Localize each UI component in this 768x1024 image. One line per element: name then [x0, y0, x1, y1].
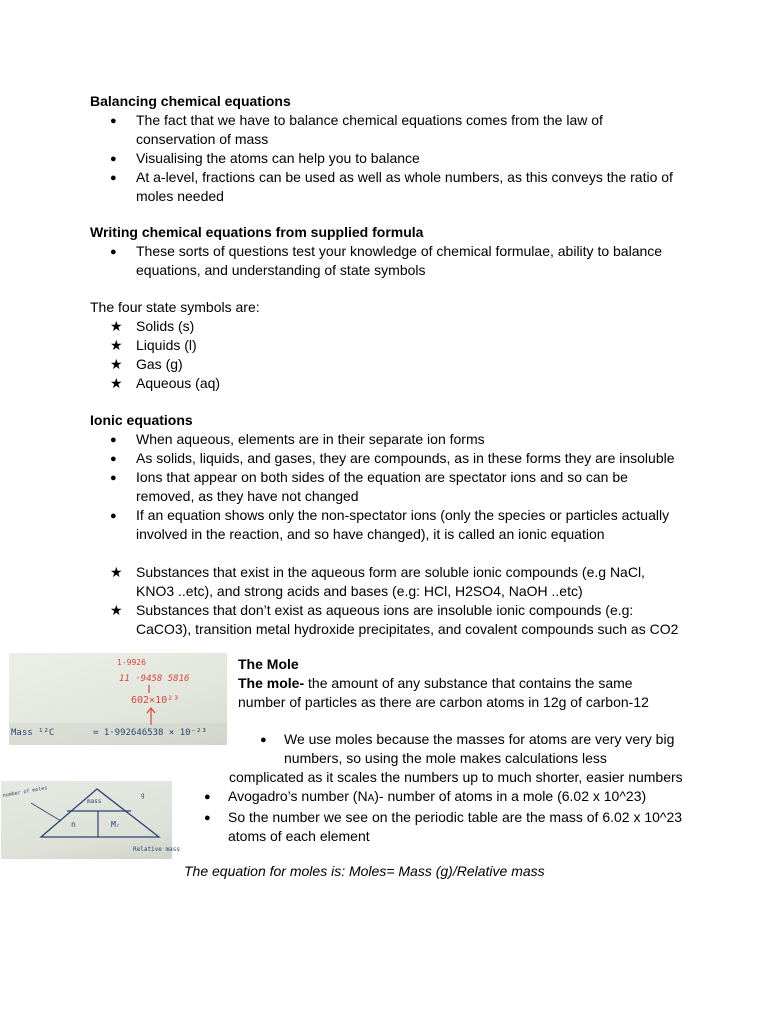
heading-balancing: Balancing chemical equations [90, 93, 291, 109]
list-item: ● If an equation shows only the non-spectator ions (only the species or particles actually involved in the reaction, and so have changed), it is called an ionic equation [110, 507, 670, 542]
bullet-list-balancing [90, 111, 690, 206]
triangle-label-mass: mass [87, 798, 102, 805]
list-item: ● So the number we see on the periodic table are the mass of 6.02 x 10^23 atoms of each element [204, 809, 683, 844]
list-item: ● These sorts of questions test your knowledge of chemical formulae, ability to balance equations, and understanding of state symbols [110, 243, 663, 278]
bullet-list-writing [90, 242, 690, 280]
bullet-icon: ● [110, 153, 117, 165]
list-item: ● Visualising the atoms can help you to balance [90, 149, 690, 168]
bullet-icon: ● [110, 453, 117, 465]
blue-mass-value: = 1·992646538 × 10⁻²³ [93, 728, 207, 738]
triangle-label-mr: Mᵣ [111, 820, 121, 829]
list-item: ● Ions that appear on both sides of the equation are spectator ions and so can be removed, as they have not changed [110, 469, 628, 504]
mole-bullet-list-2 [182, 787, 702, 846]
bullet-icon: ● [260, 734, 267, 746]
mole-bullet-1 [238, 730, 698, 768]
bullet-icon: ● [110, 472, 117, 484]
moles-equation: The equation for moles is: Moles= Mass (g)/Relative mass [184, 863, 545, 879]
star-icon: ★ [110, 318, 123, 334]
triangle-label-g: g [141, 792, 145, 799]
list-item: ★ Aqueous (aq) [110, 375, 221, 391]
list-item: ★ Solids (s) [110, 318, 195, 334]
list-item: ★ Substances that don’t exist as aqueous ions are insoluble ionic compounds (e.g: CaCO3), transition metal hydroxide precipitates, and covalent compounds such as CO2 [110, 602, 679, 637]
mole-heading-block [238, 655, 698, 712]
heading-ionic-equations: Ionic equations [90, 412, 193, 428]
heading-writing-equations: Writing chemical equations from supplied formula [90, 224, 424, 240]
red-note-mid: 11 ·9458 5816 [119, 674, 190, 684]
star-icon: ★ [110, 564, 123, 580]
list-item: ● The fact that we have to balance chemical equations comes from the law of conservation of mass [110, 112, 603, 147]
whiteboard-photo-avogadro [9, 653, 227, 745]
star-icon: ★ [110, 337, 123, 353]
list-item [182, 787, 702, 808]
list-item: ★ Liquids (l) [110, 337, 197, 353]
whiteboard-photo-drawing [1, 781, 180, 859]
bullet-list-ionic [90, 430, 690, 544]
triangle-label-n: n [71, 820, 76, 829]
triangle-label-moles: number of moles [2, 785, 48, 799]
avogadro-line: Avogadro’s number (NA)- number of atoms in a mole (6.02 x 10^23) [228, 788, 647, 804]
bullet-icon: ● [204, 791, 211, 803]
bullet-icon: ● [110, 115, 117, 127]
star-list-state-symbols [90, 317, 690, 393]
section-balancing [90, 92, 690, 206]
star-icon: ★ [110, 356, 123, 372]
list-item: ● When aqueous, elements are in their separate ion forms [90, 430, 690, 449]
blue-mass-label: Mass ¹²C [11, 728, 55, 738]
red-note-low: 602×10²³ [131, 695, 180, 706]
whiteboard-photo-triangle [1, 781, 180, 859]
mole-bullet-1-cont: complicated as it scales the numbers up to much shorter, easier numbers [229, 769, 683, 785]
bullet-icon: ● [110, 434, 117, 446]
mole-definition-cont: number of particles as there are carbon atoms in 12g of carbon-12 [238, 694, 649, 710]
bullet-icon: ● [110, 172, 117, 184]
star-icon: ★ [110, 375, 123, 391]
section-writing-equations [90, 223, 690, 280]
heading-the-mole: The Mole [238, 656, 299, 672]
triangle-label-relative: Relative mass [133, 846, 180, 853]
list-item: ★ Substances that exist in the aqueous form are soluble ionic compounds (e.g NaCl, KNO3 ..etc), and strong acids and bases (e.g: HCl, H2SO4, NaOH ..etc) [110, 564, 645, 599]
list-item: ● As solids, liquids, and gases, they are compounds, as in these forms they are insoluble [90, 449, 690, 468]
section-state-symbols [90, 298, 690, 393]
bullet-icon: ● [110, 510, 117, 522]
bullet-icon: ● [110, 246, 117, 258]
red-note-top: 1·9926 [117, 658, 146, 667]
state-symbols-intro: The four state symbols are: [90, 299, 260, 315]
star-list-ionic [90, 563, 690, 639]
section-ionic-equations [90, 411, 690, 639]
bullet-icon: ● [204, 812, 211, 824]
whiteboard-photo-drawing [9, 653, 227, 745]
mole-definition: The mole- the amount of any substance that contains the same [238, 675, 633, 691]
list-item: ● We use moles because the masses for atoms are very very big numbers, so using the mole makes calculations less [260, 731, 675, 766]
list-item: ● At a-level, fractions can be used as well as whole numbers, as this conveys the ratio of moles needed [110, 169, 673, 204]
star-icon: ★ [110, 602, 123, 618]
list-item: ★ Gas (g) [110, 356, 183, 372]
